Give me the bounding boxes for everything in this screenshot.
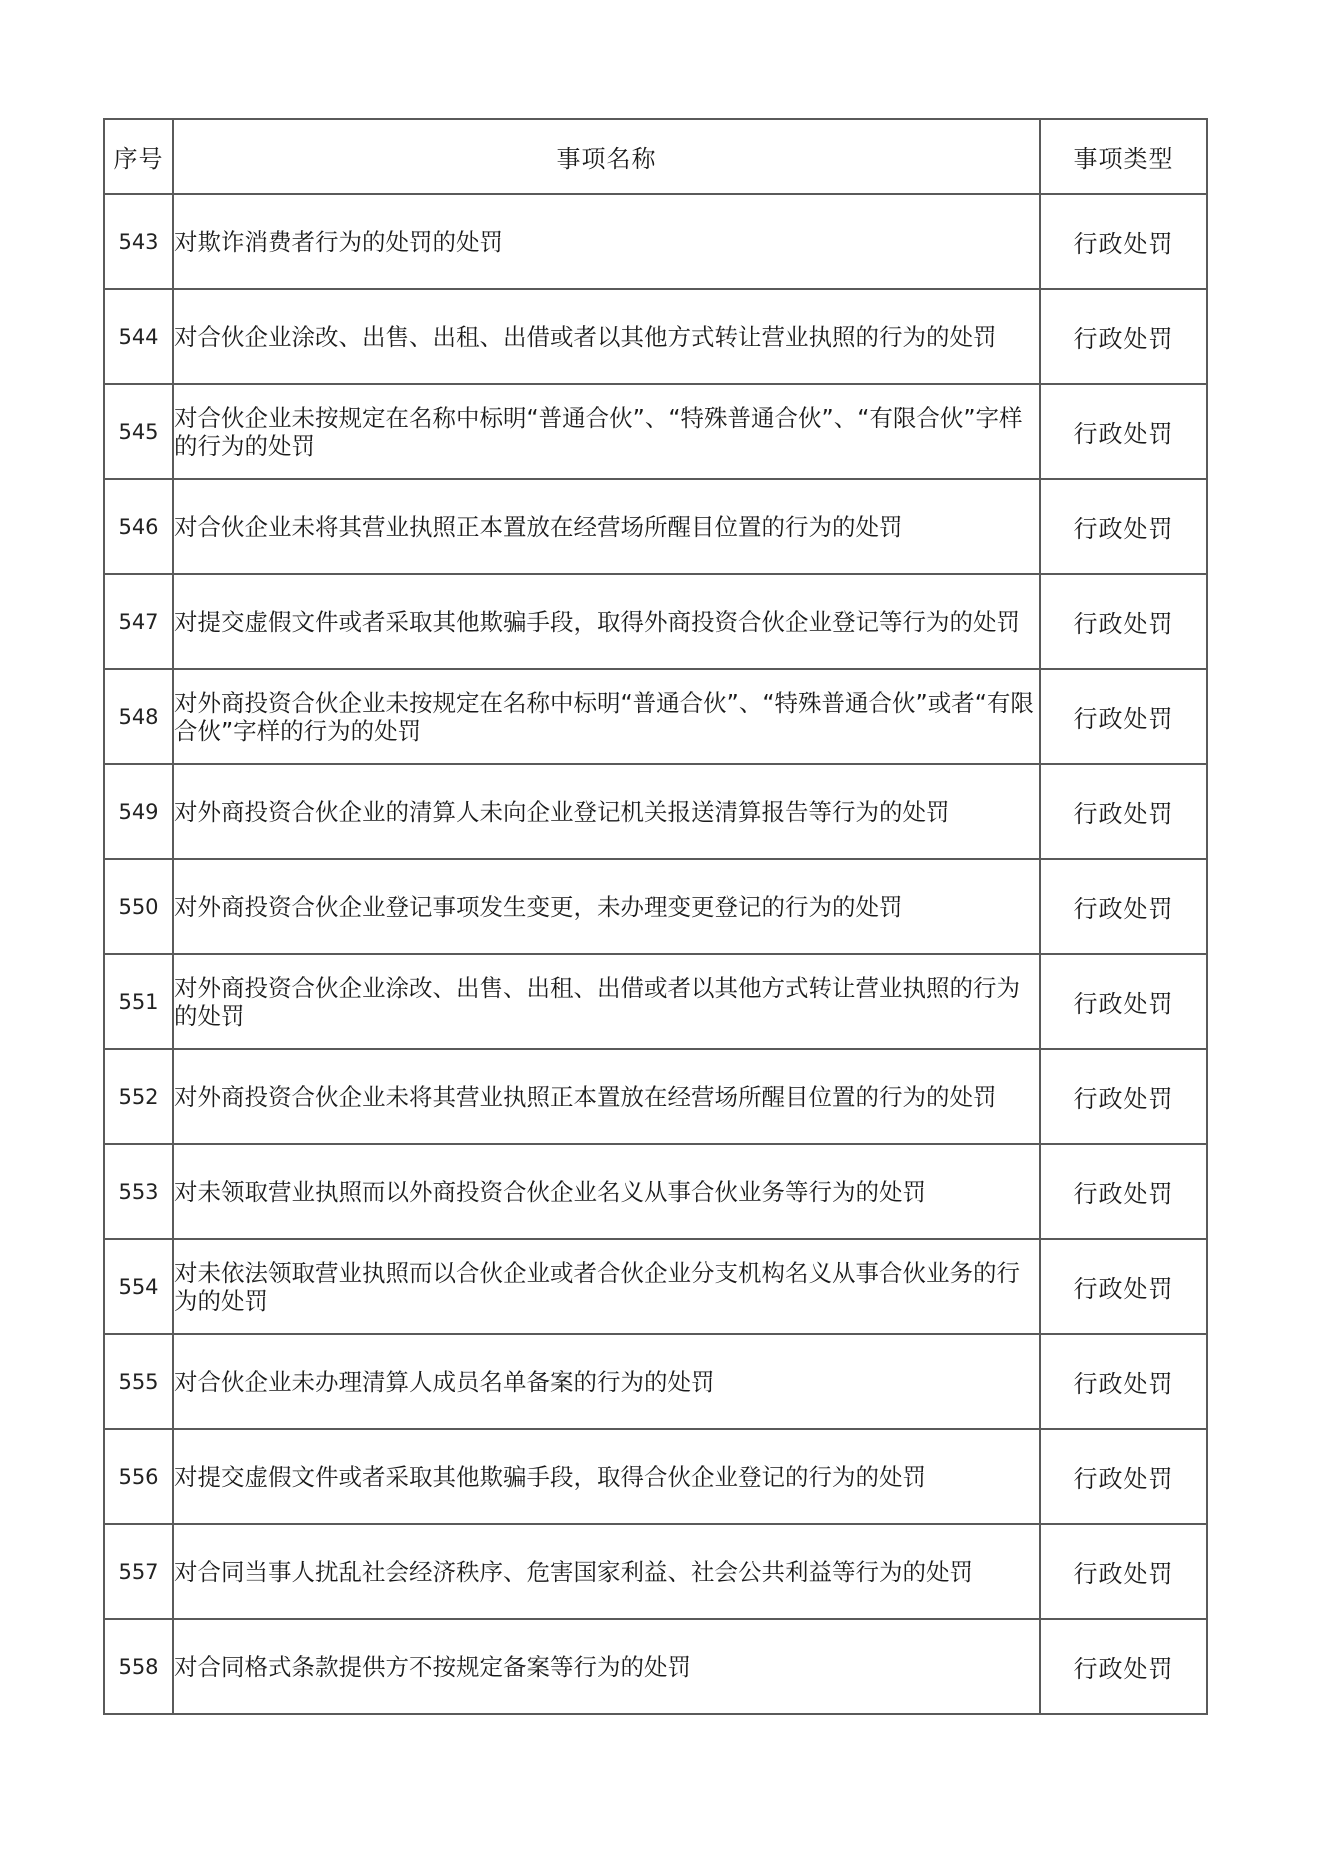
table-row: [104, 1334, 1207, 1429]
items-table: [103, 118, 1208, 1715]
header-no: 序号: [104, 119, 173, 194]
row-no: 551: [104, 954, 173, 1049]
row-name: 对未依法领取营业执照而以合伙企业或者合伙企业分支机构名义从事合伙业务的行为的处罚: [173, 1239, 1040, 1334]
row-name: 对合伙企业未将其营业执照正本置放在经营场所醒目位置的行为的处罚: [173, 479, 1040, 574]
row-name: 对合伙企业涂改、出售、出租、出借或者以其他方式转让营业执照的行为的处罚: [173, 289, 1040, 384]
row-no: 556: [104, 1429, 173, 1524]
table-row: [104, 669, 1207, 764]
header-name: 事项名称: [173, 119, 1040, 194]
row-no: 547: [104, 574, 173, 669]
row-no: 544: [104, 289, 173, 384]
row-type: 行政处罚: [1040, 859, 1207, 954]
row-type: 行政处罚: [1040, 1144, 1207, 1239]
row-no: 549: [104, 764, 173, 859]
row-name: 对提交虚假文件或者采取其他欺骗手段，取得外商投资合伙企业登记等行为的处罚: [173, 574, 1040, 669]
row-no: 555: [104, 1334, 173, 1429]
table-row: [104, 574, 1207, 669]
row-name: 对未领取营业执照而以外商投资合伙企业名义从事合伙业务等行为的处罚: [173, 1144, 1040, 1239]
header-type: 事项类型: [1040, 119, 1207, 194]
row-no: 550: [104, 859, 173, 954]
row-type: 行政处罚: [1040, 1619, 1207, 1714]
row-name: 对提交虚假文件或者采取其他欺骗手段，取得合伙企业登记的行为的处罚: [173, 1429, 1040, 1524]
table-row: [104, 1239, 1207, 1334]
row-no: 545: [104, 384, 173, 479]
row-no: 553: [104, 1144, 173, 1239]
row-name: 对外商投资合伙企业涂改、出售、出租、出借或者以其他方式转让营业执照的行为的处罚: [173, 954, 1040, 1049]
row-type: 行政处罚: [1040, 384, 1207, 479]
table-row: [104, 1524, 1207, 1619]
row-type: 行政处罚: [1040, 1334, 1207, 1429]
row-type: 行政处罚: [1040, 289, 1207, 384]
table-row: [104, 954, 1207, 1049]
row-name: 对外商投资合伙企业未按规定在名称中标明“普通合伙”、“特殊普通合伙”或者“有限合伙”字样的行为的处罚: [173, 669, 1040, 764]
row-no: 552: [104, 1049, 173, 1144]
row-type: 行政处罚: [1040, 574, 1207, 669]
row-no: 554: [104, 1239, 173, 1334]
row-type: 行政处罚: [1040, 1239, 1207, 1334]
row-name: 对外商投资合伙企业未将其营业执照正本置放在经营场所醒目位置的行为的处罚: [173, 1049, 1040, 1144]
row-name: 对合伙企业未办理清算人成员名单备案的行为的处罚: [173, 1334, 1040, 1429]
row-no: 557: [104, 1524, 173, 1619]
row-name: 对合伙企业未按规定在名称中标明“普通合伙”、“特殊普通合伙”、“有限合伙”字样的行为的处罚: [173, 384, 1040, 479]
row-type: 行政处罚: [1040, 764, 1207, 859]
row-no: 558: [104, 1619, 173, 1714]
row-type: 行政处罚: [1040, 1524, 1207, 1619]
row-name: 对欺诈消费者行为的处罚的处罚: [173, 194, 1040, 289]
row-name: 对外商投资合伙企业登记事项发生变更，未办理变更登记的行为的处罚: [173, 859, 1040, 954]
row-name: 对合同当事人扰乱社会经济秩序、危害国家利益、社会公共利益等行为的处罚: [173, 1524, 1040, 1619]
row-no: 548: [104, 669, 173, 764]
row-type: 行政处罚: [1040, 669, 1207, 764]
table-row: [104, 764, 1207, 859]
row-type: 行政处罚: [1040, 194, 1207, 289]
row-no: 546: [104, 479, 173, 574]
row-name: 对外商投资合伙企业的清算人未向企业登记机关报送清算报告等行为的处罚: [173, 764, 1040, 859]
table-row: [104, 1619, 1207, 1714]
table-row: [104, 859, 1207, 954]
table-row: [104, 384, 1207, 479]
row-type: 行政处罚: [1040, 479, 1207, 574]
row-type: 行政处罚: [1040, 1049, 1207, 1144]
row-type: 行政处罚: [1040, 1429, 1207, 1524]
table-row: [104, 194, 1207, 289]
row-no: 543: [104, 194, 173, 289]
table-row: [104, 1049, 1207, 1144]
table-row: [104, 1429, 1207, 1524]
table-row: [104, 289, 1207, 384]
table-header-row: [104, 119, 1207, 194]
row-type: 行政处罚: [1040, 954, 1207, 1049]
table-row: [104, 479, 1207, 574]
row-name: 对合同格式条款提供方不按规定备案等行为的处罚: [173, 1619, 1040, 1714]
table-row: [104, 1144, 1207, 1239]
